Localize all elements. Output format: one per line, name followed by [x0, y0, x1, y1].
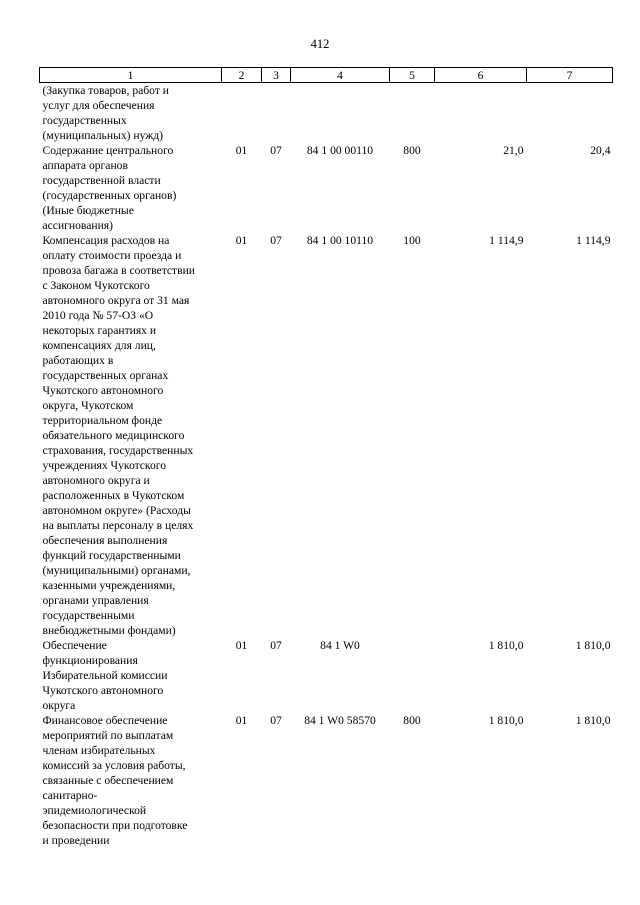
row-name-line: Обеспечение [42, 639, 107, 652]
row-name-line: (государственных органов) [42, 189, 177, 202]
header-col-6: 6 [435, 68, 527, 83]
row-name-line: некоторых гарантиях и [42, 324, 157, 337]
row-name-line: внебюджетными фондами) [42, 624, 176, 637]
row-name-line: членам избирательных [42, 744, 156, 757]
row-article: 84 1 W0 58570 [304, 714, 376, 727]
row-value-1: 1 114,9 [489, 234, 524, 247]
table-row [40, 638, 613, 713]
row-name-line: округа [42, 699, 76, 712]
row-name [40, 713, 222, 848]
row-name-line: компенсациях для лиц, [42, 339, 156, 352]
row-name-line: Чукотского автономного [42, 384, 164, 397]
row-value-2: 20,4 [590, 144, 611, 157]
header-col-4: 4 [291, 68, 390, 83]
row-value-1: 21,0 [503, 144, 524, 157]
row-expense-type [390, 638, 435, 713]
row-name-line: автономного округа и [42, 474, 150, 487]
row-article: 84 1 00 00110 [306, 144, 374, 157]
row-name-line: учреждениях Чукотского [42, 459, 167, 472]
row-name-line: оплату стоимости проезда и [42, 249, 182, 262]
header-col-7: 7 [527, 68, 613, 83]
row-name-line: санитарно- [42, 789, 98, 802]
row-name-line: эпидемиологической [42, 804, 147, 817]
row-subsection: 07 [270, 714, 282, 727]
row-section: 01 [235, 144, 248, 157]
table-row [40, 713, 613, 848]
row-name-line: (Закупка товаров, работ и [42, 84, 169, 97]
row-name-line: органами управления [42, 594, 149, 607]
row-subsection: 07 [270, 144, 282, 157]
row-name-line: Компенсация расходов на [42, 234, 170, 247]
row-value-2: 1 810,0 [575, 639, 611, 652]
row-name-line: Финансовое обеспечение [42, 714, 168, 727]
row-value-1: 1 810,0 [488, 639, 524, 652]
table-header [40, 68, 613, 83]
row-name-line: и проведении [42, 834, 110, 847]
row-value-2: 1 114,9 [576, 234, 611, 247]
header-col-3: 3 [262, 68, 291, 83]
row-name-line: государственными [42, 609, 135, 622]
row-name-line: мероприятий по выплатам [42, 729, 174, 742]
row-subsection: 07 [270, 639, 282, 652]
row-name [40, 638, 222, 713]
budget-table [39, 67, 613, 848]
header-col-1: 1 [40, 68, 222, 83]
row-name-line: обязательного медицинского [42, 429, 185, 442]
row-article: 84 1 00 10110 [306, 234, 374, 247]
row-name-line: автономном округе» (Расходы [42, 504, 191, 517]
row-value-2: 1 810,0 [575, 714, 611, 727]
header-row [40, 68, 613, 83]
table-body [40, 83, 613, 849]
row-section: 01 [235, 639, 248, 652]
header-col-2: 2 [222, 68, 262, 83]
table-row [40, 233, 613, 638]
row-expense-type: 800 [403, 144, 421, 157]
row-value-1 [435, 83, 527, 144]
row-name-line: связанные с обеспечением [42, 774, 174, 787]
row-name-line: провоза багажа в соответствии [42, 264, 195, 277]
row-name-line: (муниципальных) нужд) [42, 129, 164, 142]
row-name-line: 2010 года № 57-ОЗ «О [42, 309, 154, 322]
row-name [40, 83, 222, 144]
row-name-line: Содержание центрального [42, 144, 174, 157]
row-name-line: (муниципальными) органами, [42, 564, 191, 577]
row-name-line: страхования, государственных [42, 444, 194, 457]
row-name-line: обеспечения выполнения [42, 534, 168, 547]
table-row [40, 83, 613, 144]
row-name-line: государственных органах [42, 369, 169, 382]
row-name-line: Избирательной комиссии [42, 669, 168, 682]
row-value-1: 1 810,0 [488, 714, 524, 727]
row-name [40, 233, 222, 638]
row-name-line: ассигнования) [42, 219, 113, 232]
header-col-5: 5 [390, 68, 435, 83]
row-expense-type: 800 [403, 714, 421, 727]
row-expense-type [390, 83, 435, 144]
row-name-line: территориальном фонде [42, 414, 163, 427]
row-name-line: государственных [42, 114, 127, 127]
row-name-line: округа, Чукотском [42, 399, 134, 412]
row-value-2 [527, 83, 613, 144]
row-section: 01 [235, 234, 248, 247]
row-section [222, 83, 262, 144]
row-subsection [262, 83, 291, 144]
row-name-line: услуг для обеспечения [42, 99, 155, 112]
row-name-line: (Иные бюджетные [42, 204, 134, 217]
row-name-line: с Законом Чукотского [42, 279, 150, 292]
row-name-line: казенными учреждениями, [42, 579, 176, 592]
page-number: 412 [310, 37, 330, 51]
row-name-line: функций государственными [42, 549, 181, 562]
row-section: 01 [235, 714, 248, 727]
row-expense-type: 100 [403, 234, 421, 247]
row-name-line: аппарата органов [42, 159, 128, 172]
row-name-line: безопасности при подготовке [42, 819, 188, 832]
row-subsection: 07 [270, 234, 282, 247]
row-name-line: комиссий за условия работы, [42, 759, 186, 772]
row-name-line: Чукотского автономного [42, 684, 164, 697]
row-name-line: на выплаты персоналу в целях [42, 519, 194, 532]
row-name-line: расположенных в Чукотском [42, 489, 185, 502]
row-name-line: работающих в [42, 354, 114, 367]
row-article [291, 83, 390, 144]
row-name [40, 143, 222, 233]
table-row [40, 143, 613, 233]
row-name-line: автономного округа от 31 мая [42, 294, 190, 307]
row-name-line: функционирования [42, 654, 138, 667]
row-name-line: государственной власти [42, 174, 161, 187]
row-article: 84 1 W0 [320, 639, 360, 652]
